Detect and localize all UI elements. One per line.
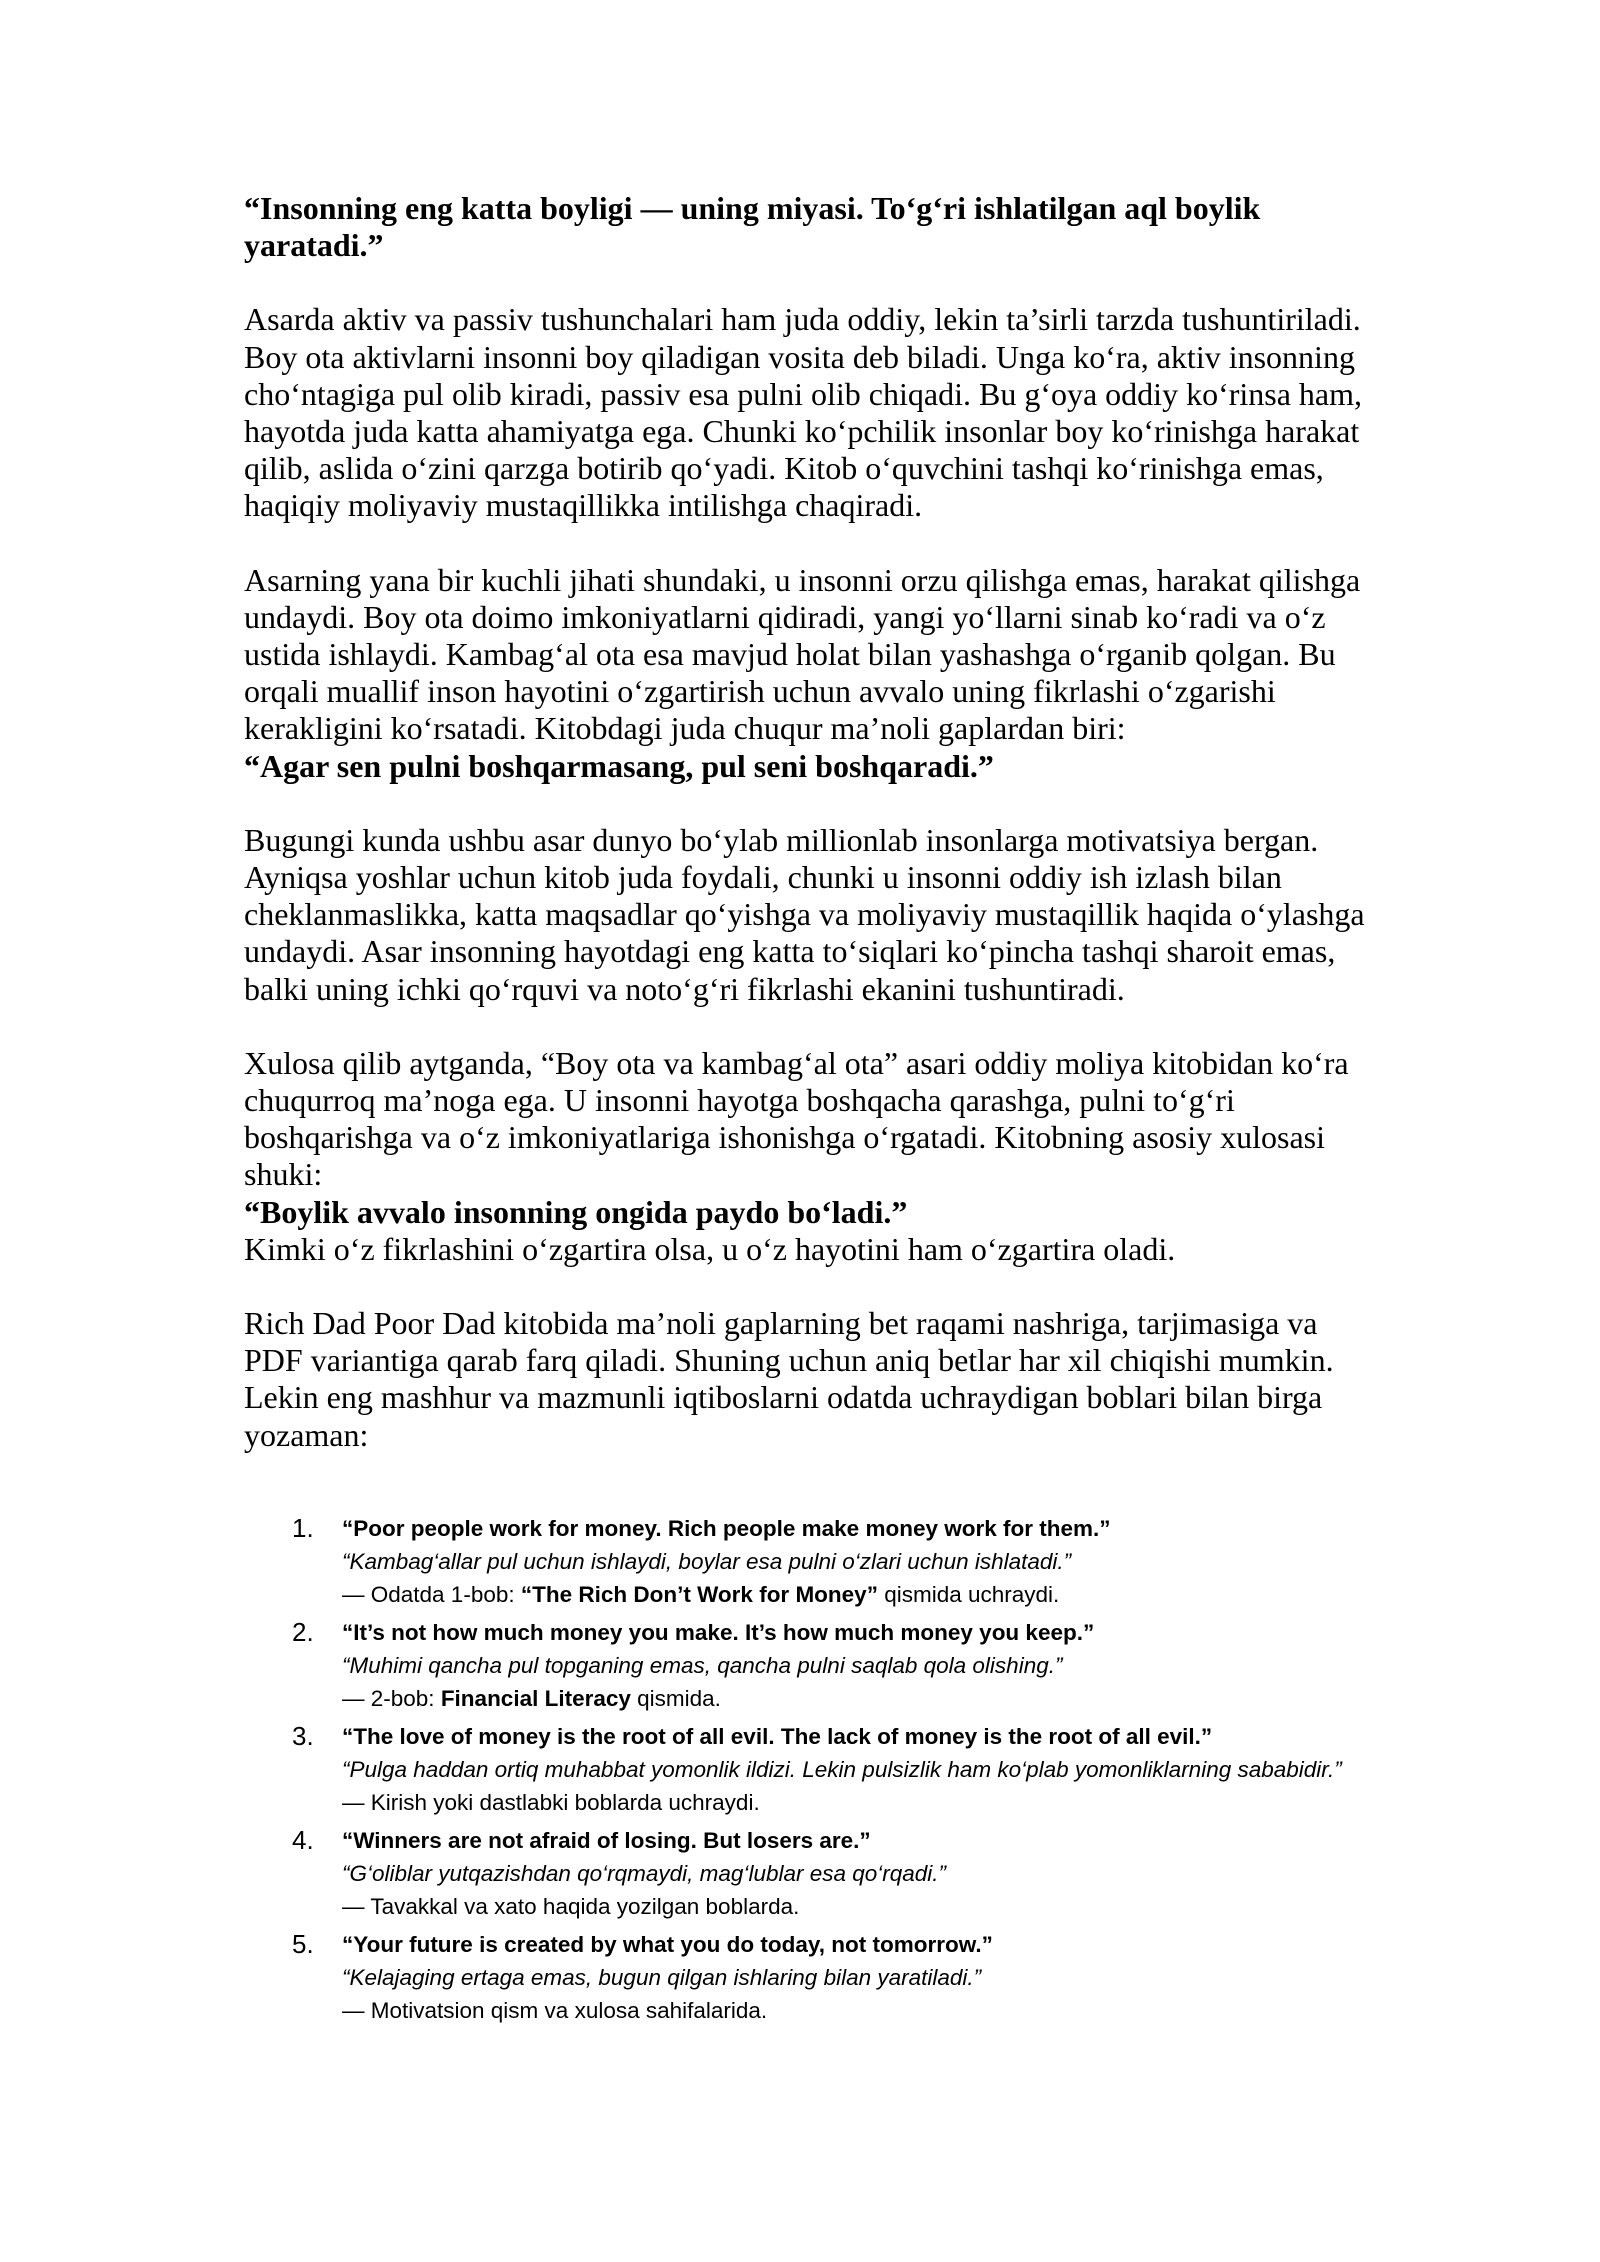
list-item-number: 2. <box>292 1616 314 1647</box>
paragraph-motivation: Bugungi kunda ushbu asar dunyo bo‘ylab millionlab insonlarga motivatsiya bergan. Ayniqsa yoshlar uchun kitob juda foydali, chunki u insonni oddiy ish izlash bilan cheklanmaslikka, katta maqsadlar qo‘yishga va moliyaviy mustaqillik haqida o‘ylashga undaydi. Asar insonning hayotdagi eng katta to‘siqlari ko‘pincha tashqi sharoit emas, balki uning ichki qo‘rquvi va noto‘g‘ri fikrlashi ekanini tushuntiradi. <box>244 821 1365 1007</box>
paragraph-action-quote: “Agar sen pulni boshqarmasang, pul seni boshqaradi.” <box>244 747 994 784</box>
quote-source <box>342 1786 1374 1819</box>
paragraph-action-text: Asarning yana bir kuchli jihati shundaki, u insonni orzu qilishga emas, harakat qilishga undaydi. Boy ota doimo imkoniyatlarni qidiradi, yangi yo‘llarni sinab ko‘radi va o‘z ustida ishlaydi. Kambag‘al ota esa mavjud holat bilan yashashga o‘rganib qolgan. Bu orqali muallif inson hayotini o‘zgartirish uchun avvalo uning fikrlashi o‘zgarishi kerakligini ko‘rsatadi. Kitobdagi juda chuqur ma’noli gaplardan biri: <box>244 561 1361 747</box>
list-item <box>244 1616 1374 1715</box>
paragraph-action <box>244 562 1374 785</box>
paragraph-assets: Asarda aktiv va passiv tushunchalari ham juda oddiy, lekin ta’sirli tarzda tushuntiriladi. Boy ota aktivlarni insonni boy qiladigan vosita deb biladi. Unga ko‘ra, aktiv insonning cho‘ntagiga pul olib kiradi, passiv esa pulni olib chiqadi. Bu g‘oya oddiy ko‘rinsa ham, hayotda juda katta ahamiyatga ega. Chunki ko‘pchilik insonlar boy ko‘rinishga harakat qilib, aslida o‘zini qarzga botirib qo‘yadi. Kitob o‘quvchini tashqi ko‘rinishga emas, haqiqiy moliyaviy mustaqillikka intilishga chaqiradi. <box>244 301 1363 524</box>
list-item-number: 5. <box>292 1928 314 1959</box>
quote-english: “Your future is created by what you do today, not tomorrow.” <box>342 1931 993 1957</box>
quote-source-chapter: Financial Literacy <box>440 1685 631 1711</box>
paragraph-conclusion-tail: Kimki o‘z fikrlashini o‘zgartira olsa, u o‘z hayotini ham o‘zgartira oladi. <box>244 1230 1176 1267</box>
quote-source <box>342 1578 1374 1611</box>
paragraph-conclusion-quote: “Boylik avvalo insonning ongida paydo bo‘ladi.” <box>244 1193 908 1230</box>
paragraph-conclusion <box>244 1045 1374 1268</box>
quote-uzbek: “Kelajaging ertaga emas, bugun qilgan ishlaring bilan yaratiladi.” <box>342 1964 982 1990</box>
paragraph-pages-note: Rich Dad Poor Dad kitobida ma’noli gaplarning bet raqami nashriga, tarjimasiga va PDF variantiga qarab farq qiladi. Shuning uchun aniq betlar har xil chiqishi mumkin. Lekin eng mashhur va mazmunli iqtiboslarni odatda uchraydigan boblari bilan birga yozaman: <box>244 1305 1334 1453</box>
quote-source <box>342 1682 1374 1715</box>
quote-english: “The love of money is the root of all evil. The lack of money is the root of all evil.” <box>342 1723 1213 1749</box>
quote-source-prefix: — Odatda 1-bob: <box>342 1581 521 1607</box>
quotes-list <box>244 1512 1374 2027</box>
quote-source-prefix: — 2-bob: <box>342 1685 441 1711</box>
list-item <box>244 1928 1374 2027</box>
list-item <box>244 1512 1374 1611</box>
quote-uzbek: “Pulga haddan ortiq muhabbat yomonlik ildizi. Lekin pulsizlik ham ko‘plab yomonliklarning sababidir.” <box>342 1756 1342 1782</box>
quote-source <box>342 1994 1374 2027</box>
quote-source-prefix: — Motivatsion qism va xulosa sahifalarida. <box>342 1997 768 2023</box>
quote-english: “Poor people work for money. Rich people make money work for them.” <box>342 1515 1111 1541</box>
list-item <box>244 1720 1374 1819</box>
list-item-number: 3. <box>292 1720 314 1751</box>
list-item <box>244 1824 1374 1923</box>
heading-quote: “Insonning eng katta boyligi — uning miyasi. To‘g‘ri ishlatilgan aql boylik yaratadi.” <box>244 190 1261 264</box>
document-body <box>244 190 1374 2049</box>
quote-uzbek: “G‘oliblar yutqazishdan qo‘rqmaydi, mag‘lublar esa qo‘rqadi.” <box>342 1860 947 1886</box>
quote-source-suffix: qismida uchraydi. <box>877 1581 1060 1607</box>
paragraph-conclusion-text: Xulosa qilib aytganda, “Boy ota va kambag‘al ota” asari oddiy moliya kitobidan ko‘ra chuqurroq ma’noga ega. U insonni hayotga boshqacha qarashga, pulni to‘g‘ri boshqarishga va o‘z imkoniyatlariga ishonishga o‘rgatadi. Kitobning asosiy xulosasi shuki: <box>244 1044 1349 1193</box>
quote-source-chapter: “The Rich Don’t Work for Money” <box>520 1581 878 1607</box>
quote-uzbek: “Muhimi qancha pul topganing emas, qancha pulni saqlab qola olishing.” <box>342 1652 1063 1678</box>
quote-uzbek: “Kambag‘allar pul uchun ishlaydi, boylar esa pulni o‘zlari uchun ishlatadi.” <box>342 1548 1072 1574</box>
quote-english: “It’s not how much money you make. It’s how much money you keep.” <box>342 1619 1095 1645</box>
list-item-number: 4. <box>292 1824 314 1855</box>
quote-source <box>342 1890 1374 1923</box>
quote-source-prefix: — Tavakkal va xato haqida yozilgan boblarda. <box>342 1893 800 1919</box>
quote-source-prefix: — Kirish yoki dastlabki boblarda uchraydi. <box>342 1789 760 1815</box>
list-item-number: 1. <box>292 1512 314 1543</box>
quote-source-suffix: qismida. <box>630 1685 721 1711</box>
quote-english: “Winners are not afraid of losing. But losers are.” <box>342 1827 871 1853</box>
